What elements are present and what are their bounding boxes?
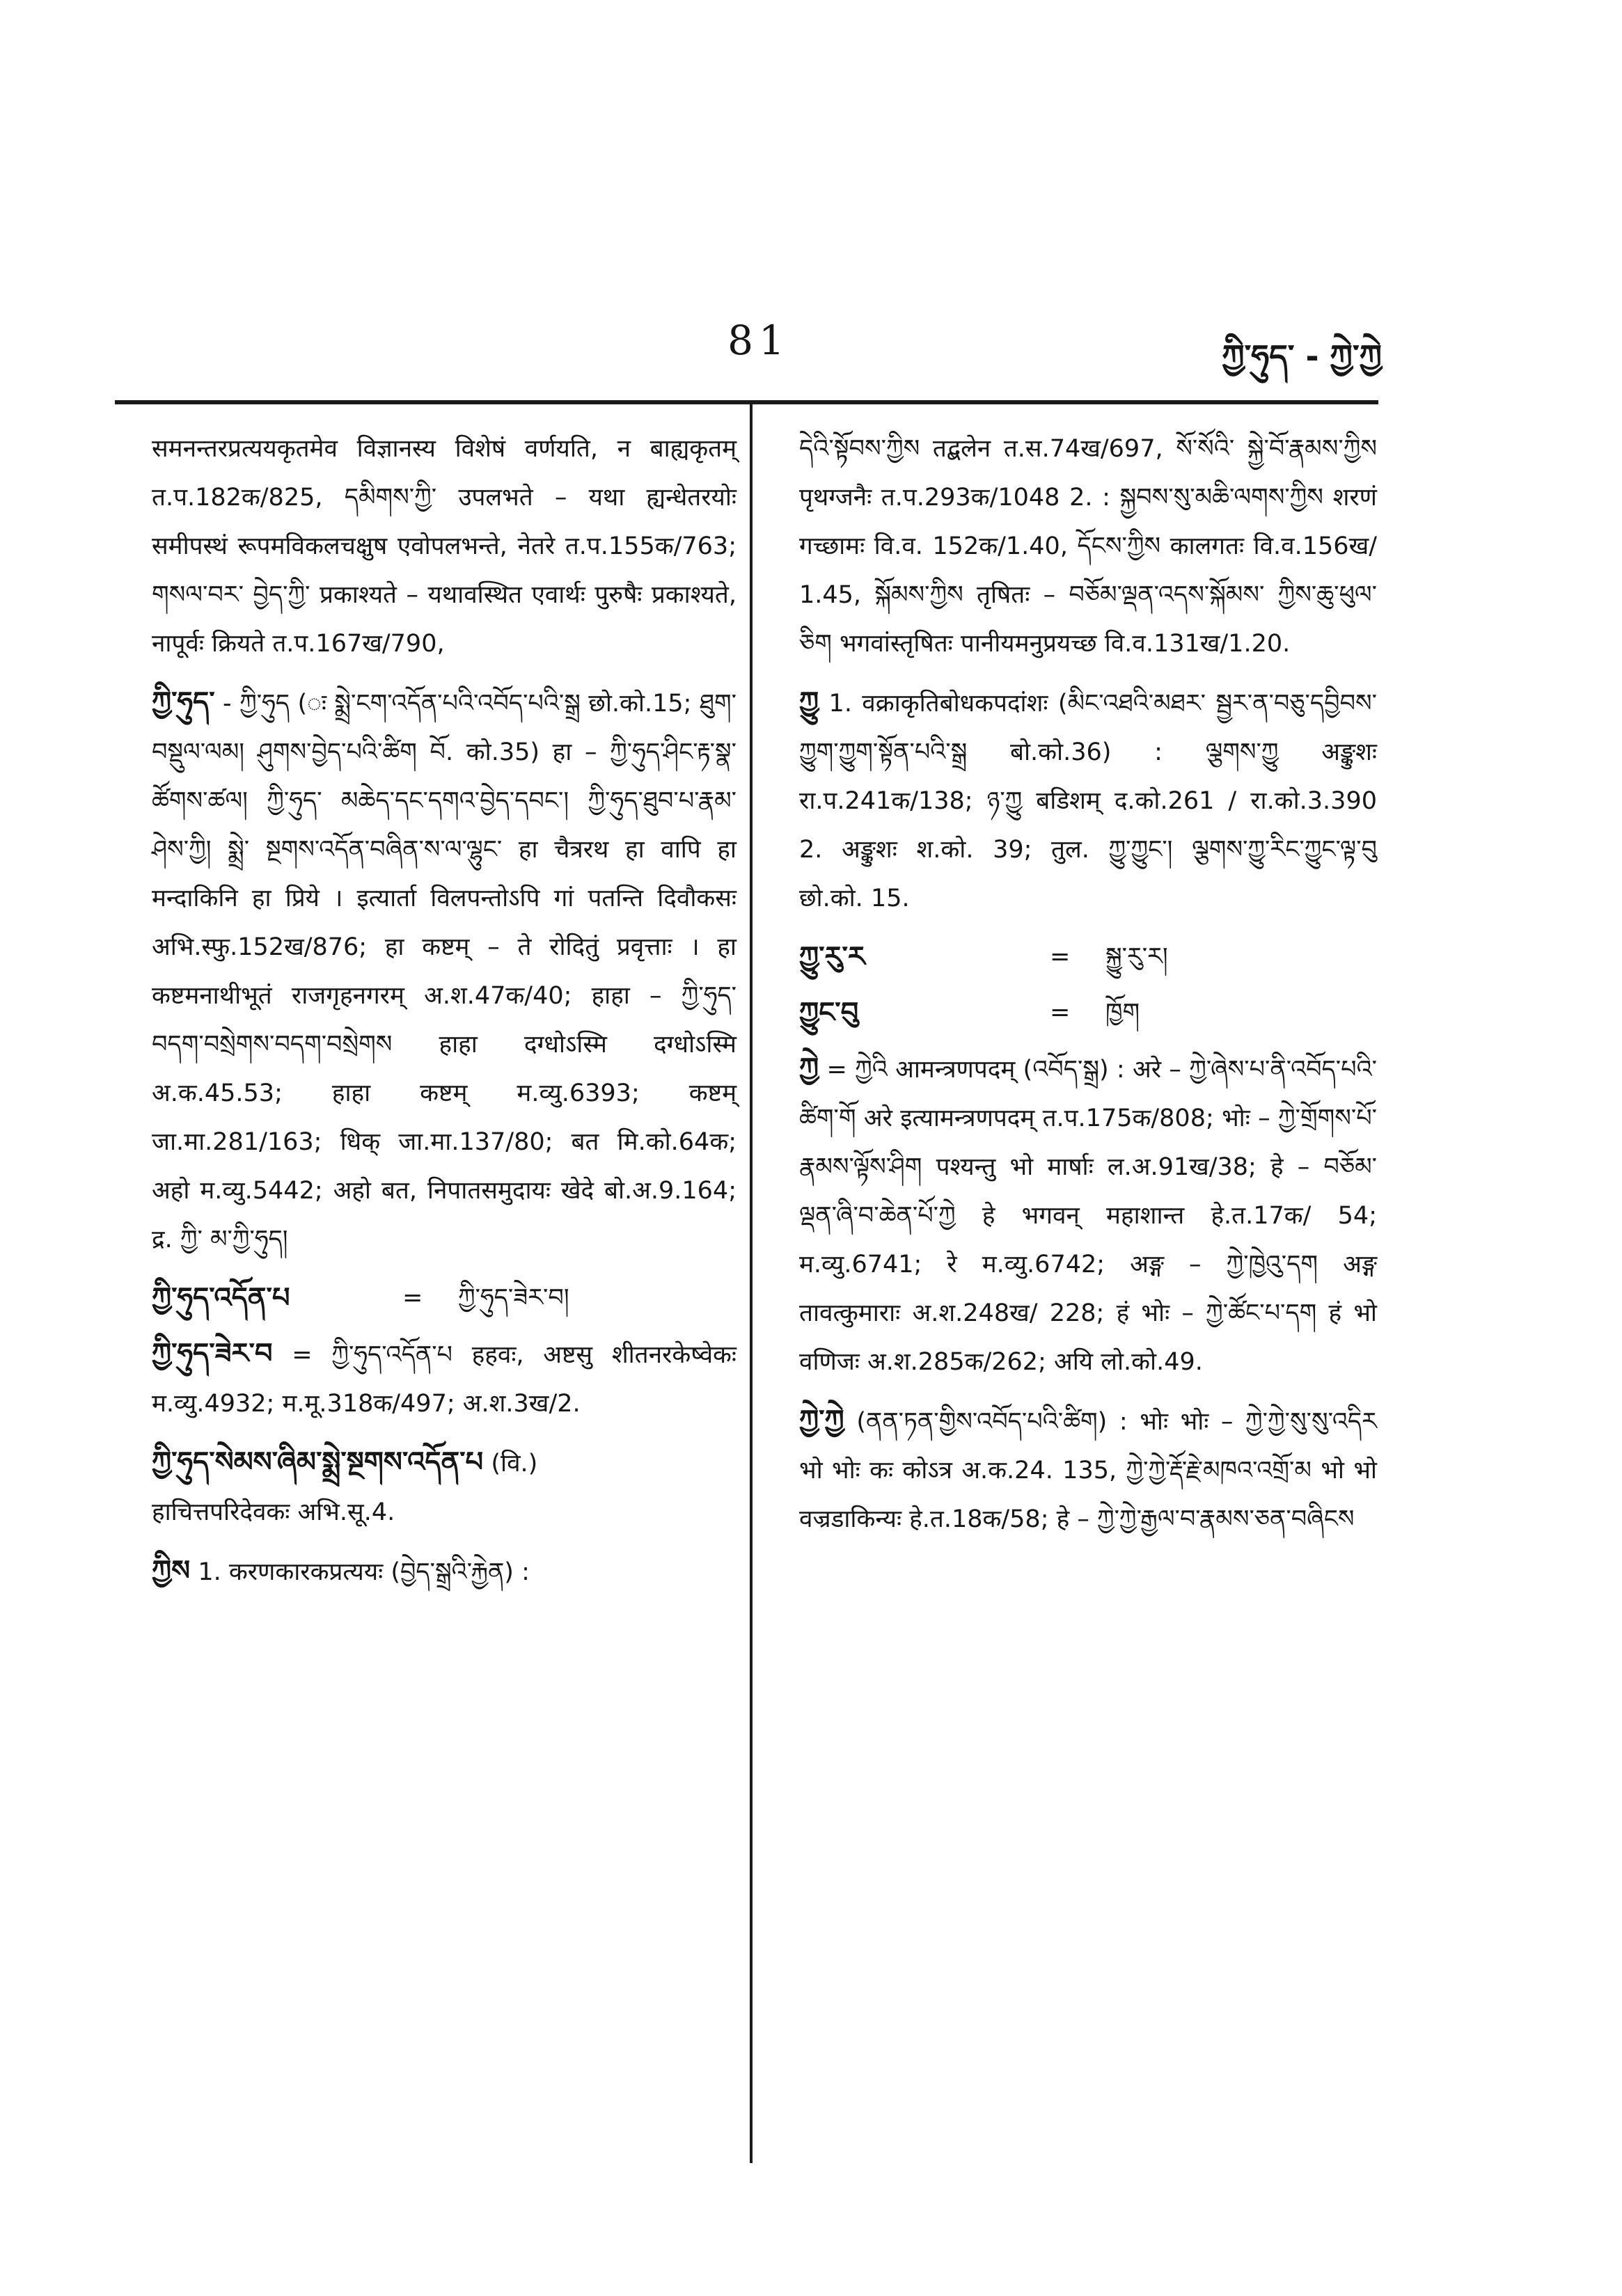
dictionary-entry: [799, 933, 1377, 981]
dictionary-entry: [799, 678, 1377, 923]
headword: ཀྱིས: [152, 1555, 191, 1587]
headword: ཀྱུ་རུ་ར: [799, 941, 865, 973]
running-head: ཀྱི་ཧུད་ - ཀྱེ་ཀྱེ: [1222, 338, 1382, 375]
headword: ཀྱེ: [799, 1052, 819, 1084]
dictionary-entry: [799, 988, 1377, 1037]
page-number: 81: [727, 317, 790, 364]
dictionary-entry: [799, 1044, 1377, 1386]
headword: ཀྱི་ཧུད་ཟེར་བ: [152, 1338, 273, 1370]
dictionary-entry: [152, 1329, 737, 1428]
entry-continuation: དེའི་སྟོབས་ཀྱིས तद्बलेन त.स.74ख/697, སོ་སོའི་ སྐྱེ་བོ་རྣམས་ཀྱིས पृथग्जनैः त.प.293क/1048 2. : སྐྱབས་སུ་མཆི་ལགས་ཀྱིས शरणं गच्छामः वि.व. 152क/1.40, དོངས་ཀྱིས कालगतः वि.व.156ख/ 1.45, སྐོམས་ཀྱིས तृषितः – བཅོམ་ལྡན་འདས་སྐོམས་ ཀྱིས་ཆུ་ཕུལ་ཅིག भगवांस्तृषितः पानीयमनुप्रयच्छ वि.व.131ख/1.20.: [799, 435, 1377, 658]
grammar-tag: (वि.): [491, 1450, 538, 1478]
dictionary-entry: [152, 1438, 737, 1537]
entry-body: हाचित्तपरिदेवकः अभि.सू.4.: [152, 1498, 395, 1526]
entry-body: སྐྱུ་རུ་ར།: [1105, 943, 1168, 971]
entry-body: = ཀྱེའི आमन्त्रणपदम् (འབོད་སྒྲ) : अरे – ཀྱེ་ཞེས་པ་ནི་འབོད་པའི་ཚིག་གོ अरे इत्यामन्त्रणपदम् त.प.175क/808; भोः – ཀྱེ་གྲོགས་པོ་རྣམས་ལྟོས་ཤིག पश्यन्तु भो मार्षाः ल.अ.91ख/38; हे – བཅོམ་ ལྡན་ཞི་བ་ཆེན་པོ་ཀྱེ हे भगवन् महाशान्त हे.त.17क/ 54; म.व्यु.6741; रे म.व्यु.6742; अङ्ग – ཀྱེ་ཁྱེའུ་དག अङ्ग तावत्कुमाराः अ.श.248ख/ 228; हं भोः – ཀྱེ་ཚོང་པ་དག हं भो वणिजः अ.श.285क/262; अयि लो.को.49.: [799, 1056, 1377, 1376]
headword: ཀྱེ་ཀྱེ: [799, 1404, 844, 1436]
headword: ཀྱུང་བུ: [799, 997, 859, 1029]
equals-sign: =: [402, 1284, 423, 1312]
entry-body: (ནན་ཏན་གྱིས་འབོད་པའི་ཚིག) : भोः भोः – ཀྱེ་ཀྱེ་སུ་སུ་འདིར भो भोः कः कोऽत्र अ.क.24. 135, ཀྱེ་ཀྱེ་རྡོ་རྗེ་མཁའ་འགྲོ་མ भो भो वज्रडाकिन्यः हे.त.18क/58; हे – ཀྱེ་ཀྱེ་རྒྱལ་བ་རྣམས་ཅན་བཞིངས: [799, 1408, 1377, 1533]
headword: ཀྱི་ཧུད་སེམས་ཞིམ་སྨྲེ་སྔགས་འདོན་པ: [152, 1446, 484, 1478]
column-divider: [750, 402, 753, 2163]
headword: ཀྱུ: [799, 686, 819, 718]
dictionary-entry: [152, 1546, 737, 1597]
equals-sign: =: [1050, 943, 1071, 971]
equals-sign: =: [1050, 999, 1071, 1027]
header-rule: [115, 400, 1378, 404]
headword: ཀྱི་ཧུད་: [152, 686, 215, 718]
entry-body: ཁྱོག: [1105, 999, 1140, 1027]
right-column: [799, 425, 1377, 1553]
entry-body: 1. करणकारकप्रत्ययः (བྱེད་སྒྲའི་རྐྱེན) :: [198, 1558, 530, 1586]
entry-body: ཀྱི་ཧུད་ཟེར་བ།: [458, 1284, 569, 1312]
entry-body: = ཀྱི་ཧུད་འདོན་པ हहवः, अष्टसु शीतनरकेष्वेकः म.व्यु.4932; म.मू.318क/497; अ.श.3ख/2.: [152, 1341, 737, 1418]
headword: ཀྱི་ཧུད་འདོན་པ: [152, 1282, 290, 1314]
dictionary-entry: [152, 678, 737, 1264]
entry-body: 1. वक्राकृतिबोधकपदांशः (མིང་འཐའི་མཐར་ སྦྱར་ན་བཅུ་དབྱིབས་ཀྱུག་ཀྱུག་སྟོན་པའི་སྒྲ बो.को.36) : ལྕགས་ཀྱུ अङ्कुशः रा.प.241क/138; ཉ་ཀྱུ बडिशम् द.को.261 / रा.को.3.390 2. अङ्कुशः श.को. 39; तुल. ཀྱུ་ཀྱུང་། ལྕགས་ཀྱུ་རིང་ཀྱུང་ལྟ་བུ छो.को. 15.: [799, 690, 1377, 912]
entry-body: - ཀྱི་ཧུད (ः སྨྲེ་ངག་འདོན་པའི་འབོད་པའི་སྒྲ छो.को.15; ཐུག་བསྡུལ་ལམ། ཤུགས་བྱེད་པའི་ཚིག བོ. को.35) हा – ཀྱི་ཧུད་ཤིང་རྟ་སྣ་ཚོགས་ཚལ། ཀྱི་ཧུད་ མཆེད་དང་དགའ་བྱེད་དབང་། ཀྱི་ཧུད་ཐུབ་པ་རྣམ་ཤེས་ཀྱི། སྨྲེ་ སྔགས་འདོན་བཞིན་ས་ལ་ལྷུང་ हा चैत्ररथ हा वापि हा मन्दाकिनि हा प्रिये । इत्यार्ता विलपन्तोऽपि गां पतन्ति दिवौकसः अभि.स्फु.152ख/876; हा कष्टम् – ते रोदितुं प्रवृत्ताः । हा कष्टमनाथीभूतं राजगृहनगरम् अ.श.47क/40; हाहा – ཀྱི་ཧུད་ བདག་བསྲེགས་བདག་བསྲེགས हाहा दग्धोऽस्मि दग्धोऽस्मि अ.क.45.53; हाहा कष्टम् म.व्यु.6393; कष्टम् जा.मा.281/163; धिक् जा.मा.137/80; बत मि.को.64क; अहो म.व्यु.5442; अहो बत, निपातसमुदायः खेदे बो.अ.9.164; द्र. ཀྱི་ མ་ཀྱི་ཧུད།: [152, 690, 737, 1253]
dictionary-entry: [152, 1274, 737, 1322]
left-column: [152, 425, 737, 1606]
entry-continuation: समनन्तरप्रत्ययकृतमेव विज्ञानस्य विशेषं वर्णयति, न बाह्यकृतम् त.प.182क/825, དམིགས་ཀྱི་ उपलभते – यथा ह्यन्धेतरयोः समीपस्थं रूपमविकलचक्षुष एवोपलभन्ते, नेतरे त.प.155क/763; གསལ་བར་ བྱེད་ཀྱི་ प्रकाश्यते – यथावस्थित एवार्थः पुरुषैः प्रकाश्यते, नापूर्वः क्रियते त.प.167ख/790,: [152, 435, 737, 658]
dictionary-entry: [799, 1396, 1377, 1544]
